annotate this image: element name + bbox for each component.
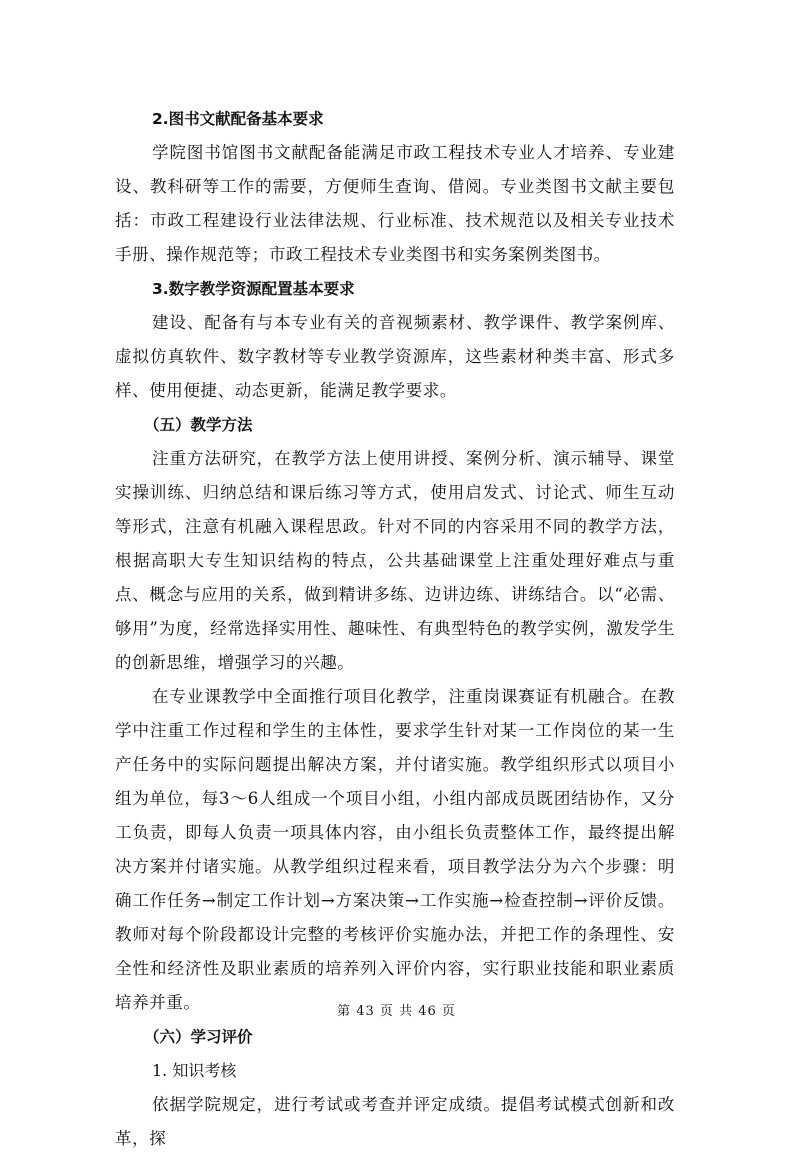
page-content [115, 102, 675, 1156]
section-heading-teaching-methods: （五）教学方法 [144, 416, 253, 434]
section-heading-digital-resources: 3.数字教学资源配置基本要求 [152, 280, 355, 298]
paragraph-teaching-methods-1: 注重方法研究，在教学方法上使用讲授、案例分析、演示辅导、课堂实操训练、归纳总结和课后练习等方式，使用启发式、讨论式、师生互动等形式，注意有机融入课程思政。针对不同的内容采用不同的教学方法，根据高职大专生知识结构的特点，公共基础课堂上注重处理好难点与重点、概念与应用的关系，做到精讲多练、边讲边练、讲练结合。以“必需、够用”为度，经常选择实用性、趣味性、有典型特色的教学实例，激发学生的创新思维，增强学习的兴趣。 [115, 449, 675, 672]
subheading-knowledge-assessment: 1. 知识考核 [152, 1061, 237, 1080]
section-heading-books: 2.图书文献配备基本要求 [152, 110, 324, 128]
paragraph-books: 学院图书馆图书文献配备能满足市政工程技术专业人才培养、专业建设、教科研等工作的需要，方便师生查询、借阅。专业类图书文献主要包括：市政工程建设行业法律法规、行业标准、技术规范以及相关专业技术手册、操作规范等；市政工程技术专业类图书和实务案例类图书。 [115, 143, 675, 264]
paragraph-teaching-methods-2: 在专业课教学中全面推行项目化教学，注重岗课赛证有机融合。在教学中注重工作过程和学生的主体性，要求学生针对某一工作岗位的某一生产任务中的实际问题提出解决方案，并付诸实施。教学组织形式以项目小组为单位，每3～6人组成一个项目小组，小组内部成员既团结协作，又分工负责，即每人负责一项具体内容，由小组长负责整体工作，最终提出解决方案并付诸实施。从教学组织过程来看，项目教学法分为六个步骤：明确工作任务→制定工作计划→方案决策→工作实施→检查控制→评价反馈。教师对每个阶段都设计完整的考核评价实施办法，并把工作的条理性、安全性和经济性及职业素质的培养列入评价内容，实行职业技能和职业素质培养并重。 [115, 687, 675, 1012]
paragraph-knowledge-assessment: 依据学院规定，进行考试或考查并评定成绩。提倡考试模式创新和改革，探 [115, 1095, 675, 1148]
section-heading-learning-evaluation: （六）学习评价 [144, 1028, 253, 1046]
page-number-footer: 第 43 页 共 46 页 [337, 1004, 456, 1019]
paragraph-digital-resources: 建设、配备有与本专业有关的音视频素材、教学课件、教学案例库、虚拟仿真软件、数字教材等专业教学资源库，这些素材种类丰富、形式多样、使用便捷、动态更新，能满足教学要求。 [115, 313, 675, 400]
